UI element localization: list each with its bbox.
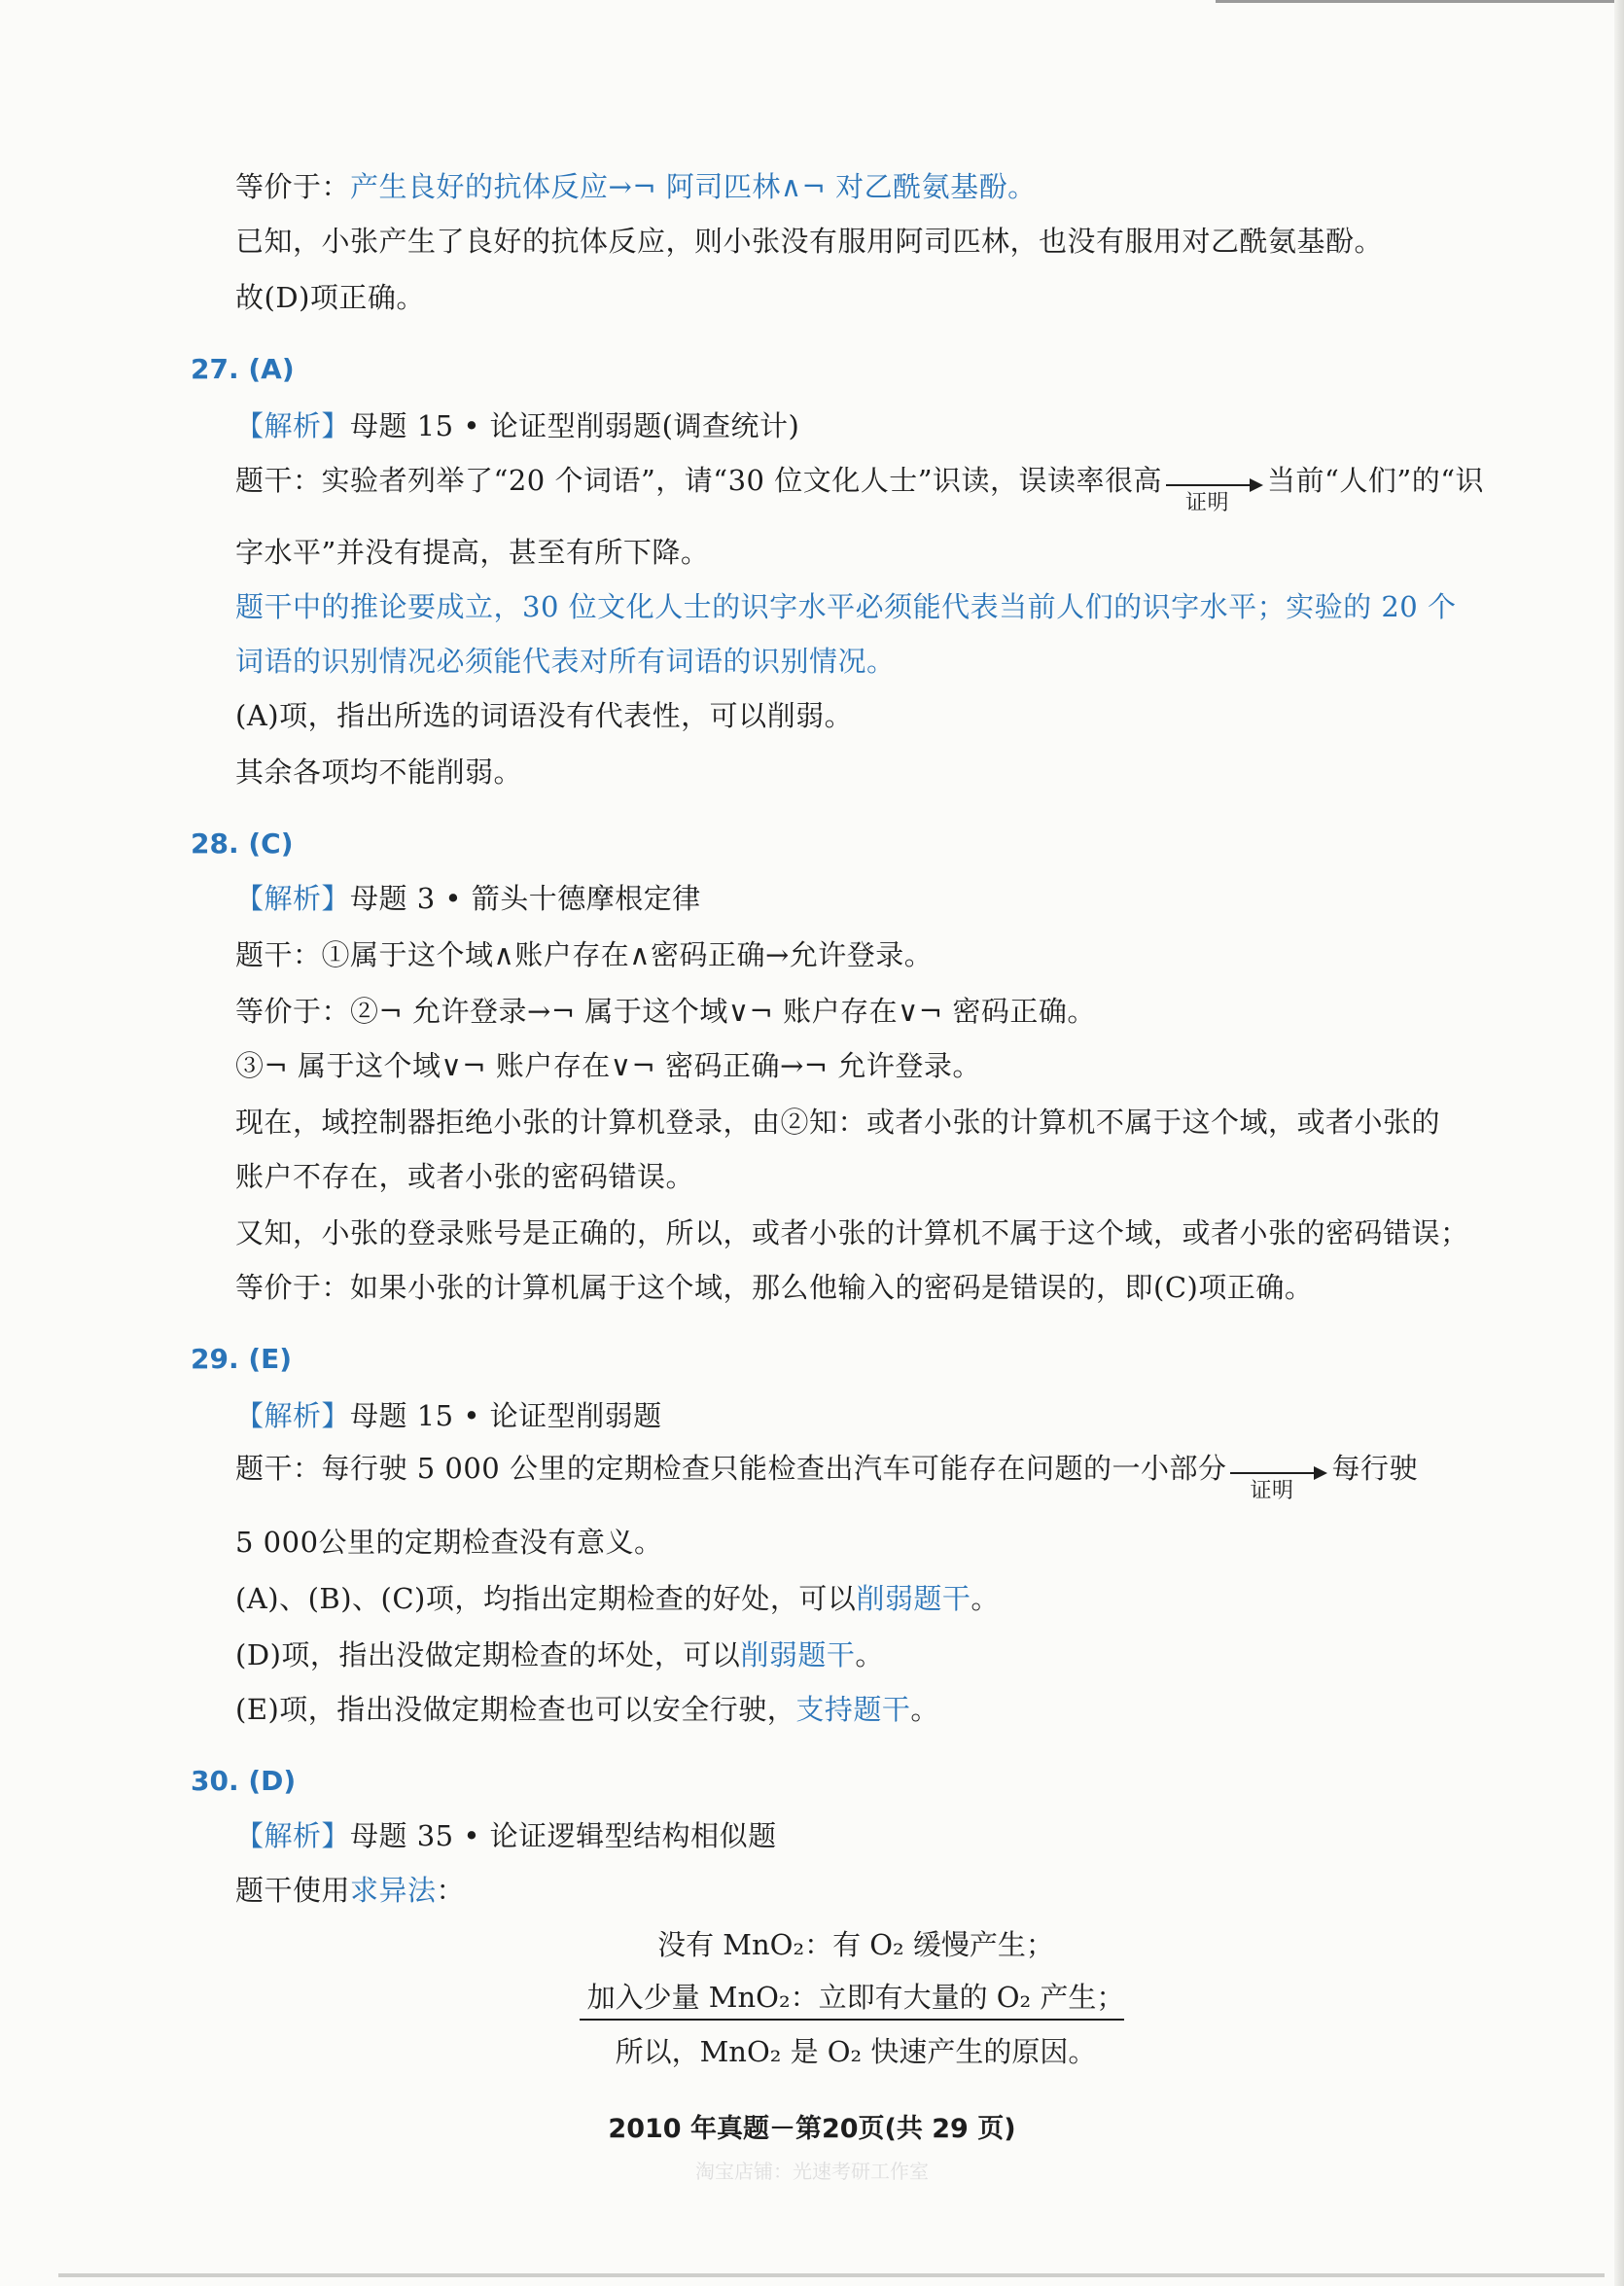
q27-stem-cont: 字水平”并没有提高，甚至有所下降。 xyxy=(235,536,710,569)
analysis-title: 母题 35 • 论证逻辑型结构相似题 xyxy=(350,1819,777,1852)
q28-line-3: ③¬ 属于这个域∨¬ 账户存在∨¬ 密码正确→¬ 允许登录。 xyxy=(235,1049,981,1082)
q27-stem-line xyxy=(235,461,1485,515)
prove-arrow-label: 证明 xyxy=(1185,491,1230,515)
question-27-number: 27. (A) xyxy=(191,353,295,385)
q28-analysis-title xyxy=(235,879,701,918)
analysis-title: 母题 3 • 箭头十德摩根定律 xyxy=(350,882,701,915)
q30-method-blue: 求异法 xyxy=(350,1874,437,1907)
q28-line-4: 现在，域控制器拒绝小张的计算机登录，由②知：或者小张的计算机不属于这个域，或者小张的 xyxy=(235,1106,1441,1139)
q29-stem-b: 每行驶 xyxy=(1331,1452,1418,1485)
q29-e-blue: 支持题干 xyxy=(795,1693,911,1726)
q30-method-prefix: 题干使用 xyxy=(235,1874,351,1907)
question-29-number: 29. (E) xyxy=(191,1343,293,1375)
syllogism-rule xyxy=(580,2019,1124,2021)
q30-method-line xyxy=(235,1871,465,1910)
analysis-tag: 【解析】 xyxy=(235,882,351,915)
prove-arrow-icon xyxy=(1166,461,1263,515)
q29-option-e xyxy=(235,1690,939,1729)
scan-edge-right xyxy=(1614,0,1624,2286)
q27-rest: 其余各项均不能削弱。 xyxy=(235,756,523,789)
q28-line-5: 账户不存在，或者小张的密码错误。 xyxy=(235,1160,695,1193)
analysis-title: 母题 15 • 论证型削弱题(调查统计) xyxy=(350,409,800,442)
q29-d-end: 。 xyxy=(855,1638,884,1671)
scan-edge-bottom xyxy=(58,2273,1605,2277)
q29-abc-prefix: (A)、(B)、(C)项，均指出定期检查的好处，可以 xyxy=(235,1582,857,1615)
q27-blue-note-1: 题干中的推论要成立，30 位文化人士的识字水平必须能代表当前人们的识字水平；实验的 20 个 xyxy=(235,590,1457,623)
q27-blue-note-2: 词语的识别情况必须能代表对所有词语的识别情况。 xyxy=(235,645,896,678)
q27-stem-a: 题干：实验者列举了“20 个词语”，请“30 位文化人士”识读，误读率很高 xyxy=(235,464,1163,497)
q29-abc-blue: 削弱题干 xyxy=(856,1582,971,1615)
q28-line-7: 等价于：如果小张的计算机属于这个域，那么他输入的密码是错误的，即(C)项正确。 xyxy=(235,1271,1314,1304)
analysis-tag: 【解析】 xyxy=(235,409,351,442)
page-footer: 2010 年真题－第20页(共 29 页) xyxy=(608,2114,1016,2144)
q29-abc-end: 。 xyxy=(971,1582,1000,1615)
analysis-tag: 【解析】 xyxy=(235,1819,351,1852)
q27-option-a: (A)项，指出所选的词语没有代表性，可以削弱。 xyxy=(235,699,854,732)
question-28-number: 28. (C) xyxy=(191,827,294,860)
prove-arrow-icon xyxy=(1230,1449,1327,1503)
q30-premise-2: 加入少量 MnO₂：立即有大量的 O₂ 产生； xyxy=(586,1981,1125,2014)
q29-analysis-title xyxy=(235,1396,662,1435)
q29-stem-a: 题干：每行驶 5 000 公里的定期检查只能检查出汽车可能存在问题的一小部分 xyxy=(235,1452,1227,1485)
q29-option-d xyxy=(235,1635,884,1674)
q29-d-blue: 削弱题干 xyxy=(740,1638,856,1671)
question-30-number: 30. (D) xyxy=(191,1765,297,1797)
q29-e-end: 。 xyxy=(910,1693,939,1726)
q29-stem-line xyxy=(235,1449,1418,1503)
equivalence-prefix: 等价于： xyxy=(235,170,351,203)
q30-premise-1: 没有 MnO₂：有 O₂ 缓慢产生； xyxy=(657,1928,1054,1961)
q30-method-end: ： xyxy=(436,1874,466,1907)
prove-arrow-label: 证明 xyxy=(1250,1479,1294,1503)
q29-e-prefix: (E)项，指出没做定期检查也可以安全行驶， xyxy=(235,1693,796,1726)
q30-analysis-title xyxy=(235,1816,777,1855)
analysis-title: 母题 15 • 论证型削弱题 xyxy=(350,1399,662,1432)
watermark: 淘宝店铺：光速考研工作室 xyxy=(695,2160,929,2183)
q28-line-2: 等价于：②¬ 允许登录→¬ 属于这个域∨¬ 账户存在∨¬ 密码正确。 xyxy=(235,995,1096,1028)
q28-line-1: 题干：①属于这个域∧账户存在∧密码正确→允许登录。 xyxy=(235,938,934,971)
equivalence-formula: 产生良好的抗体反应→¬ 阿司匹林∧¬ 对乙酰氨基酚。 xyxy=(350,170,1037,203)
q27-stem-b: 当前“人们”的“识 xyxy=(1267,464,1485,497)
q29-option-abc xyxy=(235,1579,1000,1618)
equivalence-line xyxy=(235,167,1037,206)
conclusion-line: 故(D)项正确。 xyxy=(235,281,425,314)
q30-conclusion: 所以，MnO₂ 是 O₂ 快速产生的原因。 xyxy=(615,2035,1097,2068)
q29-stem-cont: 5 000公里的定期检查没有意义。 xyxy=(235,1526,663,1559)
q28-line-6: 又知，小张的登录账号是正确的，所以，或者小张的计算机不属于这个域，或者小张的密码错误； xyxy=(235,1216,1469,1249)
scan-edge-top xyxy=(1216,0,1624,3)
q27-analysis-title xyxy=(235,406,799,445)
analysis-tag: 【解析】 xyxy=(235,1399,351,1432)
q29-d-prefix: (D)项，指出没做定期检查的坏处，可以 xyxy=(235,1638,741,1671)
known-line: 已知，小张产生了良好的抗体反应，则小张没有服用阿司匹林，也没有服用对乙酰氨基酚。 xyxy=(235,225,1384,258)
